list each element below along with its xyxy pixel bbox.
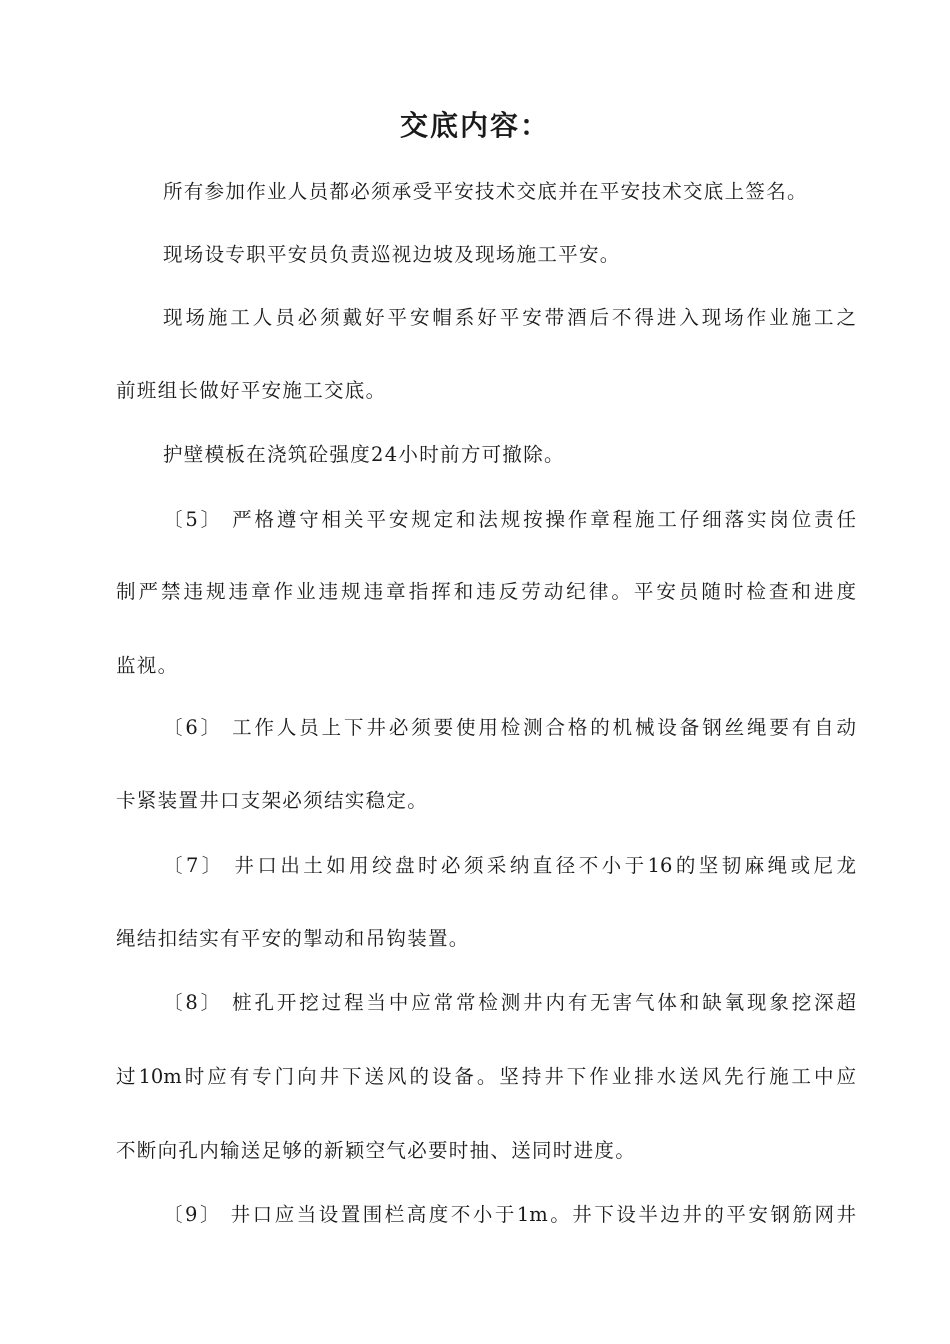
text-line-12: 绳结扣结实有平安的掣动和吊钩装置。 — [116, 927, 470, 950]
text-line-14: 过10m时应有专门向井下送风的设备。坚持井下作业排水送风先行施工中应 — [116, 1065, 856, 1088]
text-line-3: 现场施工人员必须戴好平安帽系好平安带酒后不得进入现场作业施工之 — [163, 306, 856, 329]
text-line-8: 监视。 — [116, 654, 179, 677]
text-line-15: 不断向孔内输送足够的新颖空气必要时抽、送同时进度。 — [116, 1139, 637, 1162]
text-line-4: 前班组长做好平安施工交底。 — [116, 379, 387, 402]
text-line-1: 所有参加作业人员都必须承受平安技术交底并在平安技术交底上签名。 — [163, 180, 808, 203]
page-title: 交底内容： — [399, 109, 550, 142]
text-line-10: 卡紧装置井口支架必须结实稳定。 — [116, 789, 429, 812]
text-line-6: 〔5〕 严格遵守相关平安规定和法规按操作章程施工仔细落实岗位责任 — [163, 508, 856, 531]
text-line-7: 制严禁违规违章作业违规违章指挥和违反劳动纪律。平安员随时检查和进度 — [116, 580, 856, 603]
text-line-16: 〔9〕 井口应当设置围栏高度不小于1m。井下设半边井的平安钢筋网井 — [163, 1203, 856, 1226]
text-line-5: 护壁模板在浇筑砼强度24小时前方可撤除。 — [163, 443, 565, 466]
text-line-2: 现场设专职平安员负责巡视边坡及现场施工平安。 — [163, 243, 621, 266]
text-line-13: 〔8〕 桩孔开挖过程当中应常常检测井内有无害气体和缺氧现象挖深超 — [163, 991, 856, 1014]
text-line-9: 〔6〕 工作人员上下井必须要使用检测合格的机械设备钢丝绳要有自动 — [163, 716, 856, 739]
text-line-11: 〔7〕 井口出土如用绞盘时必须采纳直径不小于16的坚韧麻绳或尼龙 — [163, 854, 856, 877]
